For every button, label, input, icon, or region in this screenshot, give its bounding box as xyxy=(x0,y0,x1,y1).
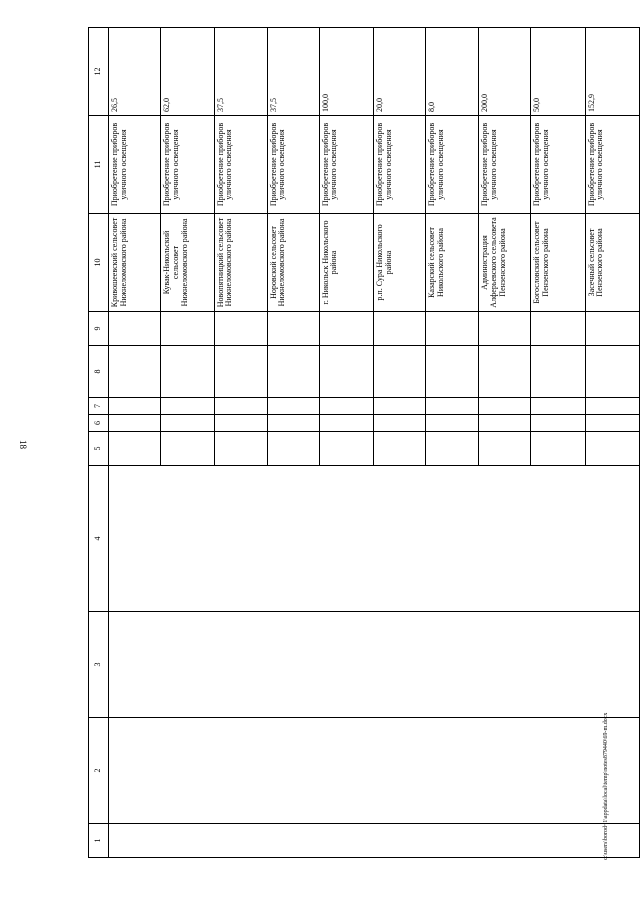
empty-cell xyxy=(267,398,319,415)
empty-cell xyxy=(426,312,479,346)
empty-cell xyxy=(585,346,639,398)
column-header: 7 xyxy=(89,398,109,415)
empty-cell xyxy=(479,432,531,466)
amount-cell xyxy=(267,28,319,116)
empty-cell xyxy=(531,346,585,398)
amount-text: 26,5 xyxy=(110,98,120,112)
empty-merged-cell xyxy=(109,718,640,824)
empty-merged-cell xyxy=(109,466,640,612)
empty-cell xyxy=(319,415,373,432)
recipient-cell xyxy=(214,214,267,312)
empty-cell xyxy=(267,415,319,432)
empty-cell xyxy=(585,432,639,466)
empty-cell xyxy=(161,312,214,346)
amount-cell xyxy=(214,28,267,116)
amount-cell xyxy=(319,28,373,116)
purpose-text: Приобретение приборов уличного освещения xyxy=(268,122,287,207)
empty-cell xyxy=(161,432,214,466)
empty-cell xyxy=(479,398,531,415)
purpose-text: Приобретение приборов уличного освещения xyxy=(532,122,550,207)
table-header-row xyxy=(89,28,109,858)
recipient-text: Кривошеевский сельсовет Нижнеломовского района xyxy=(110,217,128,308)
purpose-text: Приобретение приборов уличного освещения xyxy=(586,122,605,207)
amount-cell xyxy=(479,28,531,116)
empty-merged-cell xyxy=(109,824,640,858)
empty-cell xyxy=(479,346,531,398)
empty-cell xyxy=(426,398,479,415)
purpose-cell xyxy=(531,116,585,214)
empty-cell xyxy=(267,432,319,466)
amount-text: 200,0 xyxy=(480,94,490,112)
recipient-cell xyxy=(319,214,373,312)
empty-cell xyxy=(531,312,585,346)
empty-cell xyxy=(319,432,373,466)
empty-cell xyxy=(267,346,319,398)
recipient-text: Администрация Алферьевского сельсовета Пензенского района xyxy=(480,217,507,308)
purpose-cell xyxy=(479,116,531,214)
column-header: 3 xyxy=(89,612,109,718)
empty-cell xyxy=(267,312,319,346)
empty-cell xyxy=(531,432,585,466)
empty-cell xyxy=(161,415,214,432)
recipient-cell xyxy=(374,214,426,312)
empty-cell xyxy=(479,312,531,346)
empty-cell xyxy=(426,346,479,398)
recipient-text: Казарский сельсовет Никольского района xyxy=(427,227,445,298)
empty-cell xyxy=(374,312,426,346)
purpose-cell xyxy=(585,116,639,214)
empty-cell xyxy=(214,312,267,346)
recipient-cell xyxy=(161,214,214,312)
empty-cell xyxy=(161,398,214,415)
empty-cell xyxy=(214,346,267,398)
empty-cell xyxy=(319,312,373,346)
purpose-text: Приобретение приборов уличного освещения xyxy=(162,122,181,207)
column-header: 10 xyxy=(89,214,109,312)
recipient-text: г. Никольск Никольского района xyxy=(320,220,339,305)
amount-cell xyxy=(426,28,479,116)
purpose-text: Приобретение приборов уличного освещения xyxy=(110,122,128,207)
budget-table xyxy=(88,27,640,858)
empty-cell xyxy=(374,432,426,466)
column-header: 4 xyxy=(89,466,109,612)
recipient-cell xyxy=(109,214,161,312)
amount-cell xyxy=(585,28,639,116)
column-header: 9 xyxy=(89,312,109,346)
amount-text: 100,0 xyxy=(320,94,330,112)
purpose-cell xyxy=(161,116,214,214)
purpose-text: Приобретение приборов уличного освещения xyxy=(320,122,339,207)
purpose-text: Приобретение приборов уличного освещения xyxy=(375,122,393,207)
rotated-table-container xyxy=(88,28,640,858)
recipient-text: Богословский сельсовет Пензенского района xyxy=(532,221,550,304)
column-header: 2 xyxy=(89,718,109,824)
empty-cell xyxy=(214,432,267,466)
purpose-cell xyxy=(214,116,267,214)
empty-merged-cell xyxy=(109,612,640,718)
purpose-text: Приобретение приборов уличного освещения xyxy=(480,122,498,207)
empty-cell xyxy=(585,312,639,346)
page-number: 18 xyxy=(18,440,28,449)
recipient-text: Кувак-Никольский сельсовет Нижнеломовского района xyxy=(162,218,189,307)
empty-cell xyxy=(109,398,161,415)
amount-cell xyxy=(161,28,214,116)
empty-cell xyxy=(109,432,161,466)
amount-text: 37,5 xyxy=(268,98,278,112)
empty-cell xyxy=(531,415,585,432)
empty-cell xyxy=(109,346,161,398)
recipient-cell xyxy=(479,214,531,312)
empty-cell xyxy=(319,398,373,415)
amount-cell xyxy=(374,28,426,116)
empty-cell xyxy=(374,415,426,432)
column-header: 8 xyxy=(89,346,109,398)
recipient-text: Норовский сельсовет Нижнеломовского района xyxy=(268,218,287,307)
empty-cell xyxy=(109,415,161,432)
purpose-cell xyxy=(267,116,319,214)
purpose-text: Приобретение приборов уличного освещения xyxy=(427,122,445,207)
empty-cell xyxy=(319,346,373,398)
recipient-cell xyxy=(585,214,639,312)
amount-text: 50,0 xyxy=(532,98,542,112)
amount-text: 37,5 xyxy=(215,98,225,112)
amount-text: 62,0 xyxy=(162,98,172,112)
empty-cell xyxy=(214,398,267,415)
empty-cell xyxy=(426,432,479,466)
purpose-cell xyxy=(319,116,373,214)
column-header: 5 xyxy=(89,432,109,466)
footer-file-path: c:\users\borod~1\appdata\local\temp\notes879440\69-m.docx xyxy=(603,712,609,860)
recipient-text: Новопятницкий сельсовет Нижнеломовского района xyxy=(215,217,234,308)
empty-cell xyxy=(531,398,585,415)
purpose-text: Приобретение приборов уличного освещения xyxy=(215,122,234,207)
column-header: 1 xyxy=(89,824,109,858)
amount-text: 8,0 xyxy=(427,102,437,112)
purpose-cell xyxy=(426,116,479,214)
recipient-text: р.п. Сура Никольского района xyxy=(375,224,393,301)
amount-cell xyxy=(531,28,585,116)
column-header: 11 xyxy=(89,116,109,214)
recipient-text: Засечный сельсовет Пензенского района xyxy=(586,228,605,297)
recipient-cell xyxy=(267,214,319,312)
empty-cell xyxy=(426,415,479,432)
amount-cell xyxy=(109,28,161,116)
empty-cell xyxy=(214,415,267,432)
column-header: 6 xyxy=(89,415,109,432)
recipient-cell xyxy=(426,214,479,312)
recipient-cell xyxy=(531,214,585,312)
table-row xyxy=(109,28,161,858)
amount-text: 152,9 xyxy=(586,94,596,112)
empty-cell xyxy=(161,346,214,398)
empty-cell xyxy=(109,312,161,346)
empty-cell xyxy=(374,398,426,415)
empty-cell xyxy=(374,346,426,398)
amount-text: 20,0 xyxy=(375,98,385,112)
empty-cell xyxy=(585,398,639,415)
purpose-cell xyxy=(374,116,426,214)
empty-cell xyxy=(585,415,639,432)
empty-cell xyxy=(479,415,531,432)
purpose-cell xyxy=(109,116,161,214)
column-header: 12 xyxy=(89,28,109,116)
